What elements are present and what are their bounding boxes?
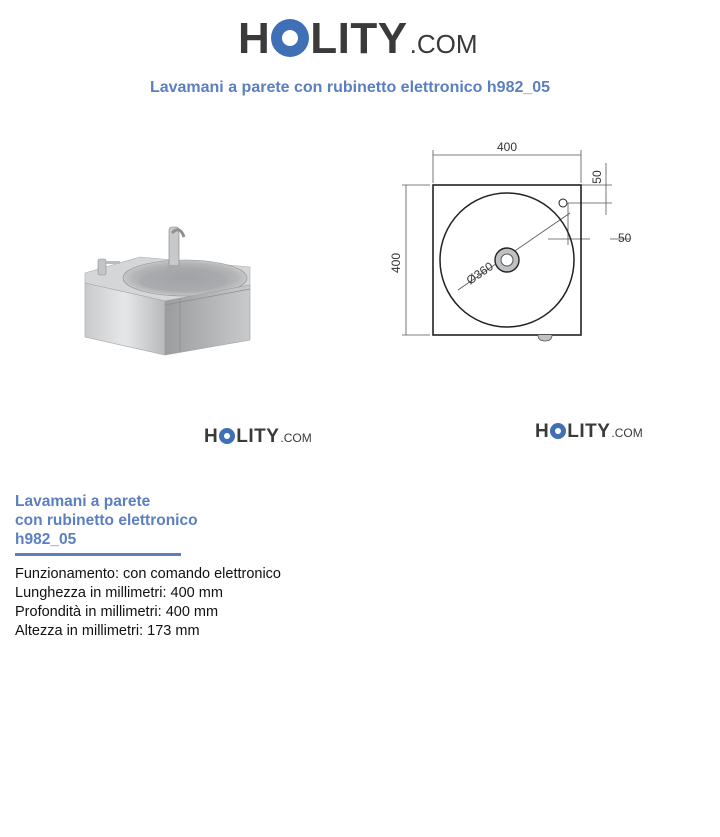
width-dimension-label: 400	[496, 140, 518, 154]
spec-label: Altezza in millimetri	[15, 623, 140, 639]
spec-row: Profondità in millimetri: 400 mm	[15, 604, 219, 620]
logo-letters-lity: LITY	[567, 421, 611, 442]
spec-label: Funzionamento	[15, 566, 115, 582]
spec-label: Profondità in millimetri	[15, 604, 158, 620]
spec-list	[15, 565, 281, 641]
brand-logo-small[interactable]	[535, 421, 643, 443]
top-offset-label: 50	[590, 170, 604, 184]
spec-row: Altezza in millimetri: 173 mm	[15, 623, 200, 639]
logo-letter-h: H	[204, 426, 219, 447]
logo-domain: .COM	[611, 426, 643, 440]
product-photo	[80, 215, 260, 365]
diameter-label: Ø360	[463, 259, 496, 288]
logo-letter-h: H	[535, 421, 550, 442]
spec-value: 400 mm	[165, 604, 219, 620]
logo-o-icon	[219, 428, 235, 444]
spec-label: Lunghezza in millimetri	[15, 585, 163, 601]
right-offset-label: 50	[618, 231, 632, 245]
spec-value: con comando elettronico	[123, 566, 282, 582]
height-dimension-label: 400	[389, 252, 403, 274]
brand-logo[interactable]	[238, 14, 478, 64]
logo-letter-h: H	[238, 14, 271, 63]
heading-underline	[15, 553, 181, 556]
spec-row: Funzionamento: con comando elettronico	[15, 566, 282, 582]
logo-letters-lity: LITY	[236, 426, 280, 447]
logo-letters-lity: LITY	[310, 14, 408, 63]
page-title: Lavamani a parete con rubinetto elettronico h982_05	[149, 79, 551, 96]
product-heading-line: h982_05	[15, 531, 77, 548]
product-heading-line: Lavamani a parete	[15, 493, 151, 510]
logo-domain: .COM	[280, 431, 312, 445]
logo-o-icon	[550, 423, 566, 439]
logo-o-icon	[271, 19, 309, 57]
product-heading	[15, 492, 275, 549]
spec-value: 173 mm	[147, 623, 200, 639]
logo-domain: .COM	[409, 29, 478, 59]
technical-drawing	[380, 135, 640, 355]
brand-logo-small[interactable]	[204, 426, 312, 448]
spec-value: 400 mm	[170, 585, 223, 601]
spec-row: Lunghezza in millimetri: 400 mm	[15, 585, 223, 601]
product-heading-line: con rubinetto elettronico	[15, 512, 198, 529]
